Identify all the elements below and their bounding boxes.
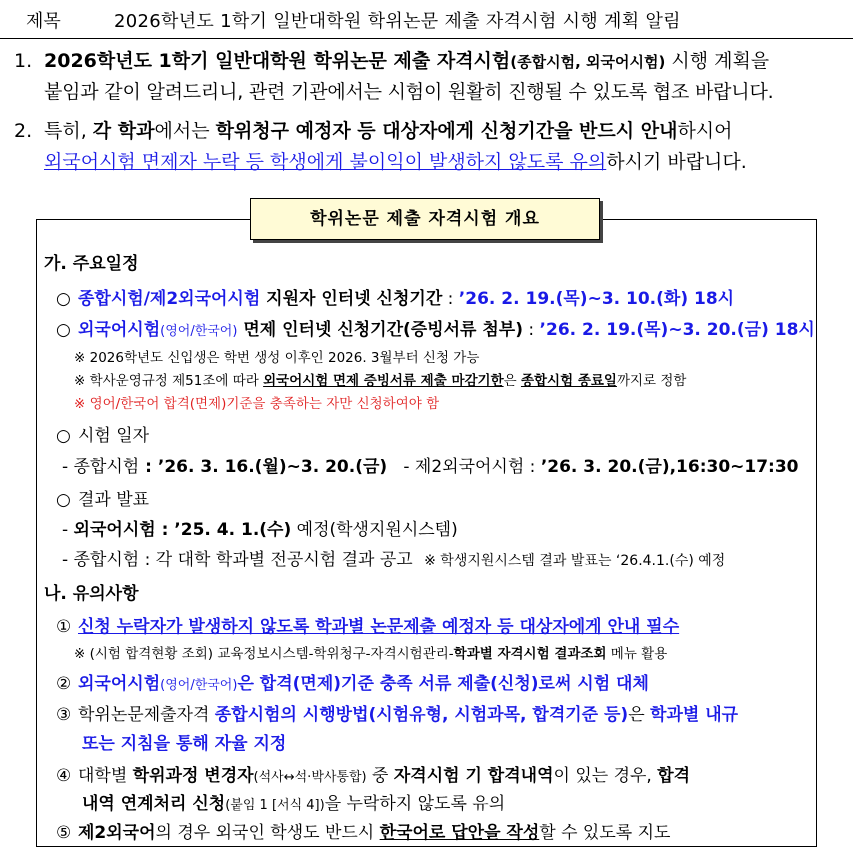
p2-d: 학위청구 예정자 등 대상자에게 신청기간을 반드시 안내	[215, 120, 678, 142]
caution-1-note	[74, 642, 667, 662]
schedule-row-2	[56, 315, 815, 340]
r2-e: ’26. 2. 19.(목)~3. 20.(금) 18시	[539, 320, 815, 340]
n2-a: ※ 학사운영규정 제51조에 따라	[74, 373, 264, 389]
c4-line2-c: 을 누락하지 않도록 유의	[324, 794, 506, 814]
caution-3-line2: 또는 지침을 통해 자율 지정	[82, 734, 287, 754]
p1-tail: 시행 계획을	[665, 50, 770, 72]
res1-a: -	[62, 520, 74, 540]
r2-a: 외국어시험	[78, 320, 161, 340]
c1-note-a: ※ (시험 합격현황 조회) 교육정보시스템-학위청구-자격시험관리-	[74, 646, 454, 662]
exam-c: - 제2외국어시험 :	[387, 457, 541, 477]
c3-a: 학위논문제출자격	[78, 705, 215, 725]
c5-a: 제2외국어	[78, 823, 156, 843]
c2-b: (영어/한국어)	[160, 678, 238, 693]
c2-c: 은 합격(면제)기준 충족 서류 제출(신청)로써 시험 대체	[237, 674, 649, 694]
schedule-row-1	[56, 284, 734, 309]
caution-number: ②	[56, 674, 72, 694]
caution-4-line2	[82, 789, 505, 814]
note-2	[74, 369, 686, 389]
p2-c: 에서는	[154, 120, 216, 142]
caution-3	[56, 700, 738, 725]
exam-date-heading	[56, 421, 149, 446]
bullet-circle: ○	[56, 426, 71, 446]
n2-e: 까지로 정함	[616, 373, 687, 389]
caution-5	[56, 818, 670, 843]
p1-bold: 2026학년도 1학기 일반대학원 학위논문 제출 자격시험	[44, 50, 511, 72]
c3-d: 학과별 내규	[650, 705, 739, 725]
bullet-circle: ○	[56, 320, 71, 340]
exam-b: : ’26. 3. 16.(월)~3. 20.(금)	[139, 457, 388, 477]
paragraph-1-line2: 붙임과 같이 알려드리니, 관련 기관에서는 시험이 원활히 진행될 수 있도록 협조 바랍니다.	[44, 81, 774, 103]
exam-a: - 종합시험	[62, 457, 140, 477]
c4-line2-a: 내역 연계처리 신청	[82, 794, 226, 814]
note-1: ※ 2026학년도 신입생은 학번 생성 이후인 2026. 3월부터 신청 가능	[74, 350, 480, 366]
c2-a: 외국어시험	[78, 674, 161, 694]
paragraph-2	[14, 116, 733, 147]
res2-a: - 종합시험 : 각 대학 학과별 전공시험 결과 공고	[62, 550, 413, 570]
exam-date-line	[62, 452, 799, 477]
r1-c: :	[442, 289, 459, 309]
r2-d: :	[523, 320, 540, 340]
caution-number: ⑤	[56, 823, 72, 843]
c4-line2-b: (붙임 1 [서식 4])	[225, 798, 325, 813]
exam-d: ’26. 3. 20.(금),16:30~17:30	[540, 457, 799, 477]
bullet-circle: ○	[56, 490, 71, 510]
document-title: 2026학년도 1학기 일반대학원 학위논문 제출 자격시험 시행 계획 알림	[114, 11, 681, 32]
section-a-heading: 가. 주요일정	[44, 254, 139, 274]
c4-c: (석사↔석·박사통합)	[253, 770, 367, 785]
result-line-2	[62, 545, 725, 570]
title-row	[0, 0, 853, 39]
c5-b: 의 경우 외국인 학생도 반드시	[155, 823, 380, 843]
p2-line2-emphasis: 외국어시험 면제자 누락 등 학생에게 불이익이 발생하지 않도록 유의	[44, 151, 607, 173]
n2-c: 은	[503, 373, 521, 389]
result-line-1	[62, 515, 458, 540]
p2-line2-tail: 하시기 바랍니다.	[606, 151, 747, 173]
res1-b: 외국어시험 : ’25. 4. 1.(수)	[73, 520, 292, 540]
c1-note-b: 학과별 자격시험 결과조회	[453, 646, 607, 662]
c1-text: 신청 누락자가 발생하지 않도록 학과별 논문제출 예정자 등 대상자에게 안내 필수	[78, 617, 680, 637]
c5-d: 할 수 있도록 지도	[539, 823, 671, 843]
paragraph-2-line2	[44, 147, 747, 178]
r2-b: (영어/한국어)	[160, 324, 238, 339]
caution-number: ③	[56, 705, 72, 725]
title-label: 제목	[26, 11, 61, 32]
r2-c: 면제 인터넷 신청기간(증빙서류 첨부)	[237, 320, 523, 340]
result-heading	[56, 485, 149, 510]
c4-f: 이 있는 경우,	[553, 766, 658, 786]
paragraph-1	[14, 46, 769, 78]
bullet-circle: ○	[56, 289, 71, 309]
res1-c: 예정(학생지원시스템)	[291, 520, 458, 540]
r1-b: 지원자 인터넷 신청기간	[260, 289, 443, 309]
c3-b: 종합시험의 시행방법(시험유형, 시험과목, 합격기준 등)	[214, 705, 629, 725]
c4-d: 중	[366, 766, 394, 786]
c4-g: 합격	[657, 766, 691, 786]
p1-paren: (종합시험, 외국어시험)	[510, 53, 666, 71]
r1-d: ’26. 2. 19.(목)~3. 10.(화) 18시	[458, 289, 735, 309]
p2-a: 특히,	[44, 120, 93, 142]
res2-b: ※ 학생지원시스템 결과 발표는 ‘26.4.1.(수) 예정	[424, 553, 726, 569]
exam-title: 시험 일자	[78, 426, 150, 446]
n2-b: 외국어시험 면제 증빙서류 제출 마감기한	[263, 373, 504, 389]
note-3: ※ 영어/한국어 합격(면제)기준을 충족하는 자만 신청하여야 함	[74, 396, 440, 412]
c5-c: 한국어로 답안을 작성	[379, 823, 540, 843]
caution-1	[56, 612, 679, 637]
c1-note-c: 메뉴 활용	[606, 646, 668, 662]
caution-4	[56, 761, 690, 786]
section-b-heading: 나. 유의사항	[44, 584, 139, 604]
caution-number: ①	[56, 617, 72, 637]
caution-2	[56, 669, 649, 694]
c4-a: 대학별	[78, 766, 133, 786]
r1-a: 종합시험/제2외국어시험	[78, 289, 261, 309]
c4-e: 자격시험 기 합격내역	[393, 766, 554, 786]
n2-d: 종합시험 종료일	[520, 373, 617, 389]
p2-e: 하시어	[677, 120, 733, 142]
paragraph-1-number: 1.	[14, 50, 33, 72]
result-title: 결과 발표	[78, 490, 150, 510]
paragraph-2-number: 2.	[14, 120, 33, 142]
overview-box-title: 학위논문 제출 자격시험 개요	[250, 198, 600, 240]
caution-number: ④	[56, 766, 72, 786]
p2-b: 각 학과	[92, 120, 155, 142]
c4-b: 학위과정 변경자	[132, 766, 254, 786]
c3-c: 은	[628, 705, 651, 725]
